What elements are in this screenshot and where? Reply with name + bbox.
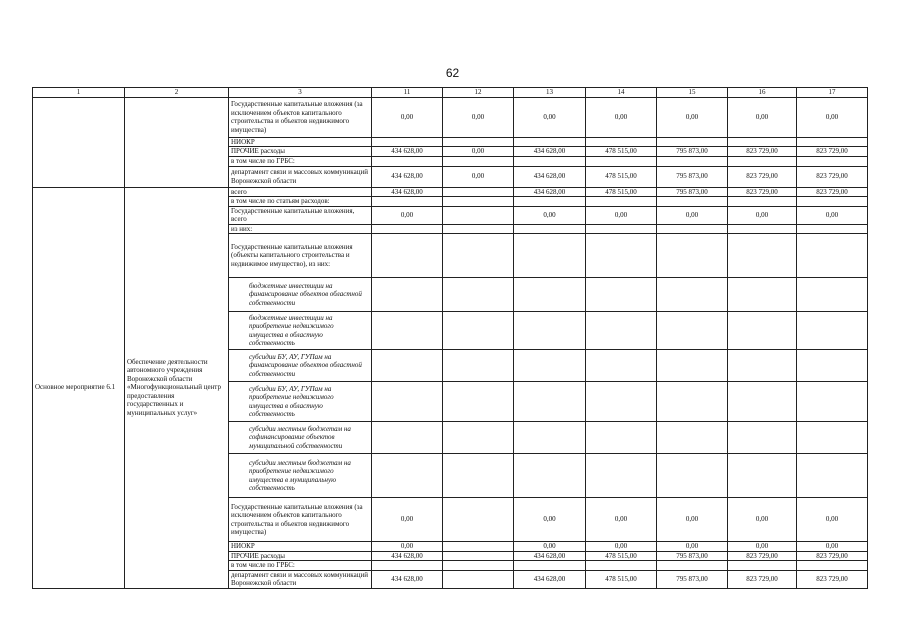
value-cell — [372, 157, 443, 167]
value-cell: 0,00 — [797, 498, 868, 542]
value-cell — [797, 312, 868, 350]
value-cell: 0,00 — [586, 498, 657, 542]
value-cell — [797, 278, 868, 312]
value-cell — [797, 350, 868, 382]
value-cell: 434 628,00 — [514, 570, 586, 588]
column-header: 14 — [586, 88, 657, 98]
value-cell: 434 628,00 — [372, 187, 443, 197]
row-label: Государственные капитальные вложения (объекты капитального строительства и недвижимое имущество), из них: — [229, 234, 372, 278]
value-cell — [728, 382, 797, 422]
value-cell — [586, 137, 657, 147]
value-cell: 0,00 — [657, 498, 728, 542]
value-cell: 0,00 — [443, 97, 514, 137]
value-cell — [443, 382, 514, 422]
value-cell — [443, 157, 514, 167]
value-cell — [514, 350, 586, 382]
value-cell: 795 873,00 — [657, 570, 728, 588]
value-cell — [797, 422, 868, 454]
value-cell: 478 515,00 — [586, 570, 657, 588]
value-cell: 0,00 — [372, 97, 443, 137]
value-cell — [443, 137, 514, 147]
row-label: ПРОЧИЕ расходы — [229, 551, 372, 561]
value-cell: 0,00 — [657, 542, 728, 552]
value-cell: 823 729,00 — [728, 166, 797, 187]
value-cell — [657, 454, 728, 498]
value-cell — [372, 422, 443, 454]
value-cell — [443, 542, 514, 552]
value-cell: 434 628,00 — [514, 147, 586, 157]
value-cell — [797, 137, 868, 147]
value-cell — [586, 278, 657, 312]
value-cell: 0,00 — [797, 542, 868, 552]
value-cell — [797, 454, 868, 498]
value-cell: 795 873,00 — [657, 551, 728, 561]
row-sublabel: бюджетные инвестиции на приобретение недвижимого имущества в областную собственность — [229, 312, 372, 350]
value-cell: 0,00 — [514, 542, 586, 552]
value-cell — [372, 454, 443, 498]
value-cell: 478 515,00 — [586, 187, 657, 197]
value-cell — [657, 382, 728, 422]
value-cell — [797, 197, 868, 207]
value-cell: 434 628,00 — [372, 166, 443, 187]
value-cell — [728, 137, 797, 147]
value-cell — [586, 197, 657, 207]
measure-name: Основное мероприятие 6.1 — [33, 187, 125, 588]
value-cell — [657, 137, 728, 147]
value-cell — [797, 157, 868, 167]
column-header: 3 — [229, 88, 372, 98]
row-sublabel: субсидии местным бюджетам на приобретение недвижимого имущества в муниципальную собственность — [229, 454, 372, 498]
value-cell: 0,00 — [443, 147, 514, 157]
value-cell — [514, 197, 586, 207]
value-cell — [657, 312, 728, 350]
value-cell — [372, 561, 443, 571]
value-cell: 0,00 — [586, 97, 657, 137]
value-cell — [514, 224, 586, 234]
value-cell — [443, 454, 514, 498]
table-row — [33, 97, 868, 137]
value-cell: 434 628,00 — [372, 147, 443, 157]
value-cell — [586, 350, 657, 382]
value-cell — [372, 234, 443, 278]
value-cell — [586, 312, 657, 350]
value-cell: 0,00 — [657, 97, 728, 137]
value-cell — [657, 350, 728, 382]
value-cell: 823 729,00 — [797, 147, 868, 157]
value-cell: 823 729,00 — [728, 570, 797, 588]
value-cell: 823 729,00 — [797, 166, 868, 187]
value-cell: 823 729,00 — [728, 147, 797, 157]
value-cell — [372, 350, 443, 382]
row-label: ПРОЧИЕ расходы — [229, 147, 372, 157]
row-label: Государственные капитальные вложения (за исключением объектов капитального строительства и объектов недвижимого имущества) — [229, 498, 372, 542]
value-cell — [797, 561, 868, 571]
value-cell: 434 628,00 — [514, 187, 586, 197]
value-cell: 823 729,00 — [797, 570, 868, 588]
value-cell: 0,00 — [514, 206, 586, 224]
value-cell — [443, 278, 514, 312]
value-cell — [372, 224, 443, 234]
row-sublabel: субсидии местным бюджетам на софинансирование объектов муниципальной собственности — [229, 422, 372, 454]
row-label: НИОКР — [229, 542, 372, 552]
value-cell — [514, 278, 586, 312]
table-row — [33, 187, 868, 197]
value-cell — [728, 224, 797, 234]
value-cell: 478 515,00 — [586, 551, 657, 561]
row-label: НИОКР — [229, 137, 372, 147]
value-cell — [443, 570, 514, 588]
value-cell — [514, 137, 586, 147]
value-cell: 478 515,00 — [586, 166, 657, 187]
measure-description: Обеспечение деятельности автономного учреждения Воронежской области «Многофункциональный центр предоставления государственных и муниципальных услуг» — [125, 187, 229, 588]
row-label: департамент связи и массовых коммуникаций Воронежской области — [229, 166, 372, 187]
value-cell: 0,00 — [514, 498, 586, 542]
value-cell — [728, 157, 797, 167]
column-header: 12 — [443, 88, 514, 98]
value-cell — [443, 206, 514, 224]
value-cell — [728, 561, 797, 571]
value-cell: 823 729,00 — [728, 551, 797, 561]
page-number: 62 — [445, 66, 460, 80]
row-label: департамент связи и массовых коммуникаций Воронежской области — [229, 570, 372, 588]
value-cell: 0,00 — [372, 498, 443, 542]
value-cell — [586, 157, 657, 167]
value-cell — [372, 278, 443, 312]
value-cell — [657, 157, 728, 167]
value-cell: 434 628,00 — [514, 551, 586, 561]
value-cell — [728, 350, 797, 382]
value-cell — [443, 561, 514, 571]
row-label: Государственные капитальные вложения (за исключением объектов капитального строительства и объектов недвижимого имущества) — [229, 97, 372, 137]
value-cell — [657, 422, 728, 454]
value-cell — [797, 224, 868, 234]
value-cell: 0,00 — [372, 206, 443, 224]
value-cell — [443, 312, 514, 350]
value-cell — [514, 382, 586, 422]
value-cell — [372, 137, 443, 147]
value-cell — [443, 498, 514, 542]
column-header: 1 — [33, 88, 125, 98]
value-cell — [514, 561, 586, 571]
row-sublabel: субсидии БУ, АУ, ГУПам на приобретение недвижимого имущества в областную собственность — [229, 382, 372, 422]
value-cell — [728, 422, 797, 454]
value-cell: 0,00 — [586, 206, 657, 224]
value-cell: 0,00 — [586, 542, 657, 552]
value-cell — [657, 197, 728, 207]
value-cell — [657, 234, 728, 278]
value-cell — [514, 454, 586, 498]
value-cell: 434 628,00 — [372, 570, 443, 588]
value-cell — [657, 561, 728, 571]
value-cell — [586, 454, 657, 498]
value-cell: 434 628,00 — [514, 166, 586, 187]
value-cell — [514, 312, 586, 350]
value-cell — [657, 224, 728, 234]
column-header: 13 — [514, 88, 586, 98]
column-header: 11 — [372, 88, 443, 98]
value-cell: 0,00 — [728, 206, 797, 224]
value-cell: 0,00 — [728, 97, 797, 137]
column-header: 16 — [728, 88, 797, 98]
column-header: 17 — [797, 88, 868, 98]
value-cell: 478 515,00 — [586, 147, 657, 157]
value-cell: 0,00 — [514, 97, 586, 137]
value-cell: 0,00 — [372, 542, 443, 552]
value-cell — [372, 312, 443, 350]
value-cell: 0,00 — [728, 542, 797, 552]
value-cell — [797, 382, 868, 422]
value-cell: 0,00 — [728, 498, 797, 542]
column-header: 15 — [657, 88, 728, 98]
value-cell: 434 628,00 — [372, 551, 443, 561]
value-cell — [443, 551, 514, 561]
value-cell — [586, 561, 657, 571]
value-cell — [372, 382, 443, 422]
value-cell — [728, 278, 797, 312]
value-cell — [586, 422, 657, 454]
value-cell — [372, 197, 443, 207]
value-cell — [443, 187, 514, 197]
value-cell: 823 729,00 — [797, 187, 868, 197]
value-cell — [586, 224, 657, 234]
value-cell — [514, 157, 586, 167]
value-cell — [514, 234, 586, 278]
value-cell: 0,00 — [657, 206, 728, 224]
value-cell: 0,00 — [443, 166, 514, 187]
value-cell — [514, 422, 586, 454]
value-cell — [443, 422, 514, 454]
value-cell: 823 729,00 — [797, 551, 868, 561]
value-cell — [657, 278, 728, 312]
value-cell: 795 873,00 — [657, 147, 728, 157]
value-cell — [443, 224, 514, 234]
row-sublabel: субсидии БУ, АУ, ГУПам на финансирование объектов областной собственности — [229, 350, 372, 382]
value-cell — [443, 350, 514, 382]
budget-table-body — [33, 88, 868, 589]
value-cell: 0,00 — [797, 206, 868, 224]
row-label: всего — [229, 187, 372, 197]
value-cell: 795 873,00 — [657, 187, 728, 197]
value-cell — [586, 234, 657, 278]
value-cell — [728, 312, 797, 350]
row-label: Государственные капитальные вложения, всего — [229, 206, 372, 224]
value-cell: 795 873,00 — [657, 166, 728, 187]
row-label: в том числе по ГРБС: — [229, 561, 372, 571]
merged-cell-col1 — [33, 97, 125, 187]
value-cell — [728, 234, 797, 278]
header-row — [33, 88, 868, 98]
row-label: из них: — [229, 224, 372, 234]
value-cell — [728, 454, 797, 498]
row-label: в том числе по статьям расходов: — [229, 197, 372, 207]
value-cell — [443, 197, 514, 207]
value-cell: 0,00 — [797, 97, 868, 137]
column-header: 2 — [125, 88, 229, 98]
value-cell — [797, 234, 868, 278]
row-sublabel: бюджетные инвестиции на финансирование объектов областной собственности — [229, 278, 372, 312]
value-cell — [728, 197, 797, 207]
row-label: в том числе по ГРБС: — [229, 157, 372, 167]
value-cell — [443, 234, 514, 278]
value-cell — [586, 382, 657, 422]
merged-cell-col2 — [125, 97, 229, 187]
value-cell: 823 729,00 — [728, 187, 797, 197]
budget-table — [32, 87, 868, 589]
